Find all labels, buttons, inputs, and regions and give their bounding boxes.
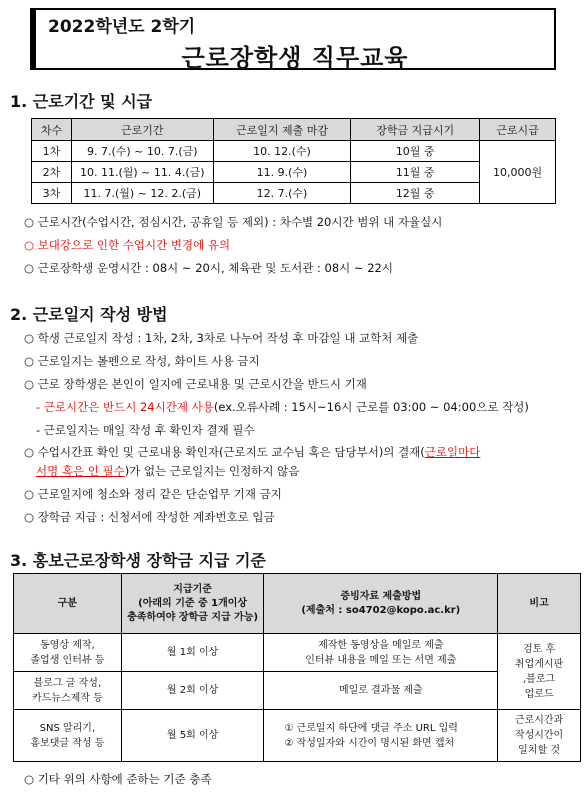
table-header-cell: 구분	[14, 574, 122, 634]
table-header-row	[14, 574, 581, 634]
cell-line: 업로드	[524, 688, 554, 700]
class-change-warning: ○ 보대강으로 인한 수업시간 변경에 유의	[24, 238, 231, 252]
cell-line: SNS 알리기,	[39, 722, 96, 734]
cell-line: 근로시간과	[514, 715, 564, 726]
logbook-rule-approval-cont	[36, 463, 299, 479]
section2-heading: 2. 근로일지 작성 방법	[10, 305, 168, 324]
rule-24h-example: (ex.오류사례 : 15시~16시 근로를 03:00 ~ 04:00으로 작성)	[213, 400, 529, 414]
table-cell: 10월 중	[351, 141, 480, 162]
rule-24h-emphasis: 근로시간은 반드시 24시간제 사용	[43, 400, 214, 414]
cell-line: 카드뉴스제작 등	[31, 692, 103, 704]
cell-line: ② 작성일자와 시간이 명시된 화면 캡처	[284, 737, 455, 749]
table-cell: 메일로 결과물 제출	[264, 672, 498, 710]
table-cell: 월 2회 이상	[121, 672, 264, 710]
table-header-cell: 비고	[498, 574, 581, 634]
table-cell	[264, 634, 498, 672]
table-header-cell	[121, 574, 264, 634]
section1-heading: 1. 근로기간 및 시급	[10, 92, 153, 111]
cell-line: 취업게시판	[514, 658, 564, 670]
table-cell	[14, 672, 122, 710]
table-cell: 10. 12.(수)	[213, 141, 351, 162]
rule-dash: -	[36, 400, 44, 414]
promo-scholarship-table	[13, 573, 581, 762]
approval-text: )가 없는 근로일지는 인정하지 않음	[124, 464, 300, 478]
approval-emphasis: 서명 혹은 인 필수	[36, 464, 125, 478]
logbook-rule: ○ 근로일지는 볼펜으로 작성, 화이트 사용 금지	[24, 354, 260, 368]
header-line: (제출처 : so4702@kopo.ac.kr)	[301, 604, 461, 616]
cell-line: 제작한 동영상을 메일로 제출	[318, 639, 444, 651]
table-row	[14, 634, 581, 672]
table-cell	[498, 634, 581, 710]
cell-line: 동영상 제작,	[40, 639, 95, 651]
table-cell: 10. 11.(월) ~ 11. 4.(금)	[71, 162, 213, 183]
header-line: 증빙자료 제출방법	[340, 590, 422, 602]
logbook-rule-24h	[36, 399, 529, 415]
table-cell: 2차	[32, 162, 72, 183]
header-line: 충족하여야 장학금 지급 가능)	[127, 611, 259, 623]
operating-hours-note: ○ 근로장학생 운영시간 : 08시 ~ 20시, 체육관 및 도서관 : 08시 ~ 22시	[24, 261, 393, 275]
cell-line: ① 근로일지 하단에 댓글 주소 URL 입력	[284, 722, 458, 734]
table-header-cell: 차수	[32, 119, 72, 141]
table-row	[14, 672, 581, 710]
table-header-cell: 근로기간	[71, 119, 213, 141]
table-cell: 1차	[32, 141, 72, 162]
approval-emphasis: 근로일마다	[424, 445, 481, 459]
approval-text: ○ 수업시간표 확인 및 근로내용 확인자(근로지도 교수님 혹은 담당부서)의 결재(	[24, 445, 425, 459]
table-row	[32, 183, 556, 204]
table-cell	[498, 710, 581, 762]
table-cell: 월 5회 이상	[121, 710, 264, 762]
cell-line: 검토 후	[522, 643, 556, 655]
page-title: 근로장학생 직무교육	[181, 44, 409, 72]
table-cell: 11. 9.(수)	[213, 162, 351, 183]
table-header-cell: 근로시급	[480, 119, 556, 141]
header-line: 지급기준	[173, 583, 212, 595]
table-cell: 3차	[32, 183, 72, 204]
logbook-rule-approval	[24, 444, 480, 460]
table-cell	[14, 634, 122, 672]
section3-heading: 3. 홍보근로장학생 장학금 지급 기준	[10, 551, 266, 570]
table-cell: 월 1회 이상	[121, 634, 264, 672]
work-hours-note: ○ 근로시간(수업시간, 점심시간, 공휴일 등 제외) : 차수별 20시간 범위 내 자율실시	[24, 215, 443, 229]
cell-line: 졸업생 인터뷰 등	[30, 654, 105, 666]
wage-period-table	[31, 118, 556, 204]
table-cell: 12. 7.(수)	[213, 183, 351, 204]
table-header-row	[32, 119, 556, 141]
title-box	[30, 8, 556, 70]
wage-cell: 10,000원	[480, 141, 556, 204]
logbook-rule: ○ 근로일지에 청소와 정리 같은 단순업무 기재 금지	[24, 487, 282, 501]
table-header-cell: 근로일지 제출 마감	[213, 119, 351, 141]
cell-line: 블로그 글 작성,	[33, 677, 102, 689]
header-line: (아래의 기준 중 1개이상	[138, 597, 248, 609]
table-cell: 9. 7.(수) ~ 10. 7.(금)	[71, 141, 213, 162]
cell-line: 인터뷰 내용을 메일 또는 서면 제출	[305, 654, 457, 666]
table-cell: 11. 7.(월) ~ 12. 2.(금)	[71, 183, 213, 204]
table-header-cell: 장학금 지급시기	[351, 119, 480, 141]
table-cell	[264, 710, 498, 762]
logbook-rule: - 근로일지는 매일 작성 후 확인자 결재 필수	[36, 423, 255, 437]
logbook-rule: ○ 학생 근로일지 작성 : 1차, 2차, 3차로 나누어 작성 후 마감일 내 교학처 제출	[24, 331, 419, 345]
table-row	[14, 710, 581, 762]
cell-line: 홍보댓글 작성 등	[30, 737, 105, 749]
cell-line: ,블로그	[522, 673, 556, 685]
table-row	[32, 162, 556, 183]
table-header-cell	[264, 574, 498, 634]
title-year: 2022학년도 2학기	[48, 17, 196, 37]
table-row	[32, 141, 556, 162]
cell-line: 일치할 것	[518, 745, 560, 756]
table-cell: 12월 중	[351, 183, 480, 204]
footer-note: ○ 기타 위의 사항에 준하는 기준 충족	[24, 772, 212, 786]
logbook-rule: ○ 장학금 지급 : 신청서에 작성한 계좌번호로 입금	[24, 510, 275, 524]
cell-line: 작성시간이	[514, 730, 564, 741]
table-cell: 11월 중	[351, 162, 480, 183]
table-cell	[14, 710, 122, 762]
logbook-rule: ○ 근로 장학생은 본인이 일지에 근로내용 및 근로시간을 반드시 기재	[24, 377, 367, 391]
